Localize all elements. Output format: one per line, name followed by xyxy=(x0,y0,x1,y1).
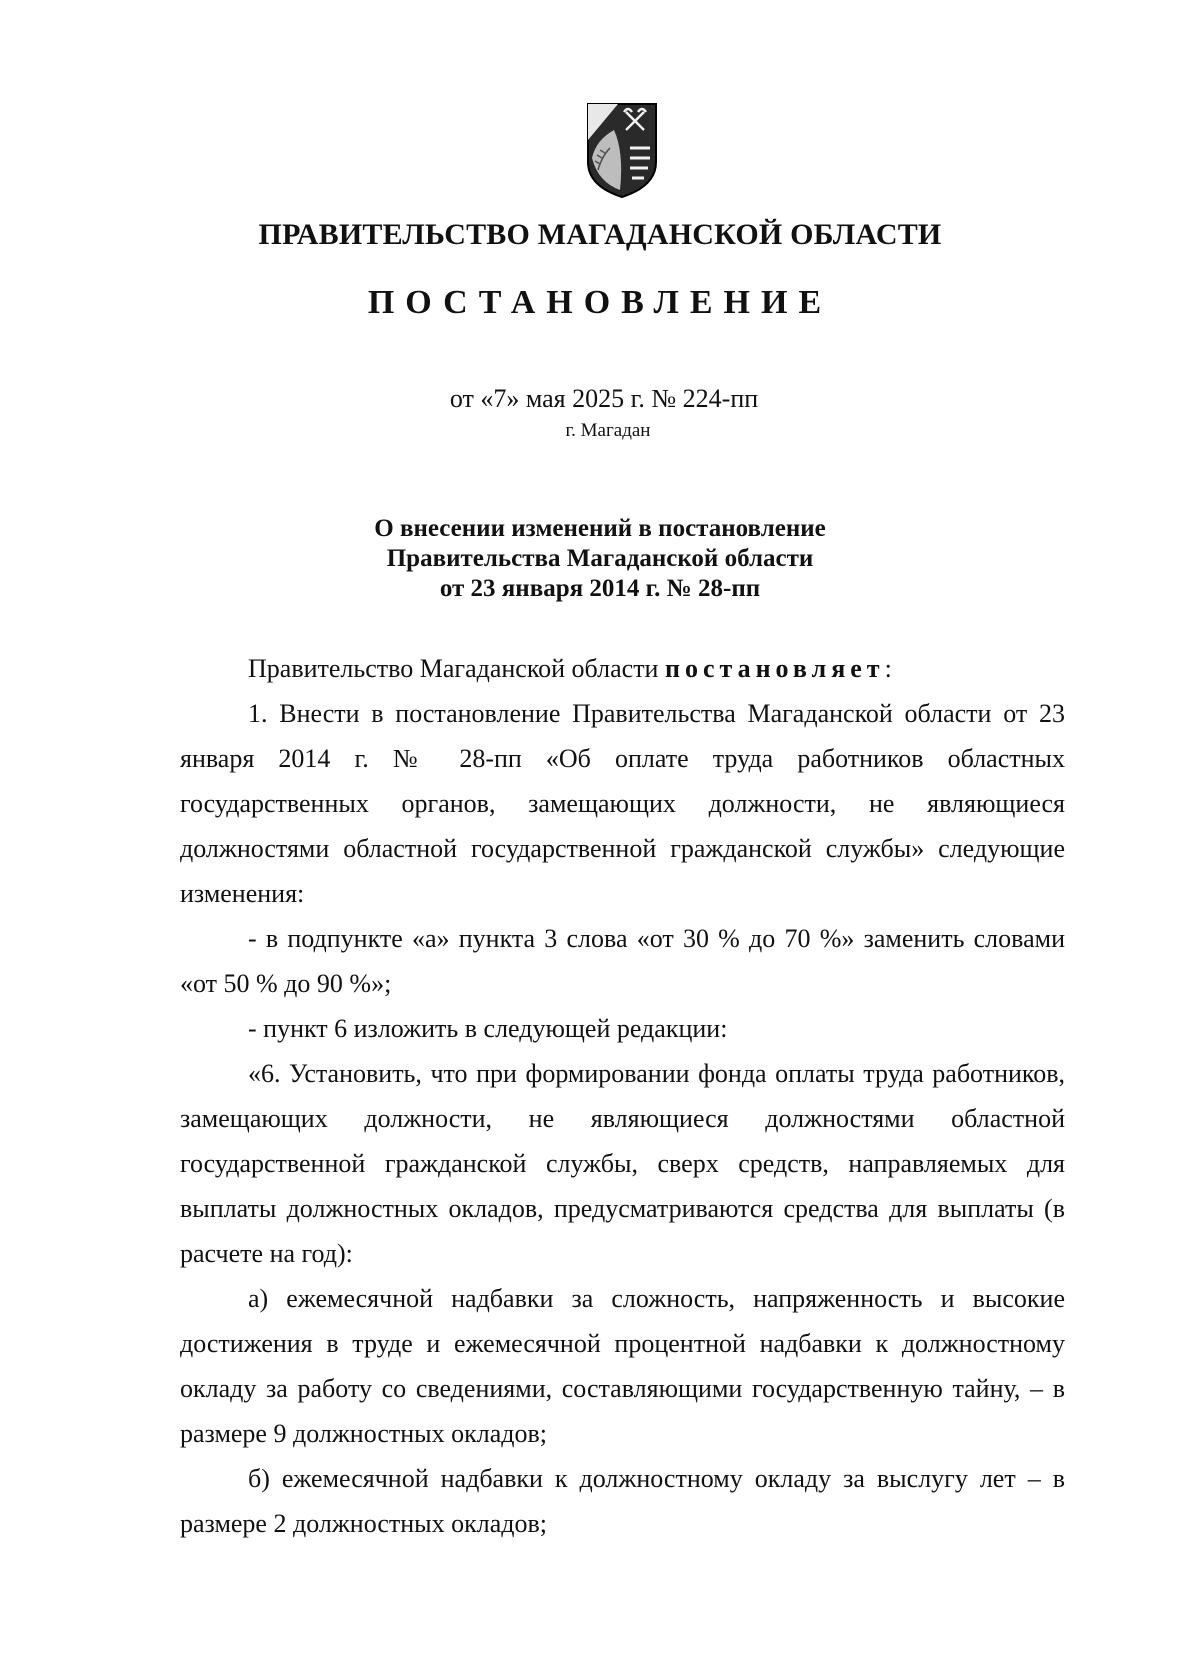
subject-line: О внесении изменений в постановление xyxy=(374,515,826,542)
preamble-text: Правительство Магаданской области xyxy=(248,654,659,683)
magadan-coat-of-arms-icon xyxy=(584,100,660,200)
subpoint-b-paragraph: б) ежемесячной надбавки к должностному окладу за выслугу лет – в размере 2 должностных окладов; xyxy=(180,1464,1065,1538)
item-1-paragraph: 1. Внести в постановление Правительства Магаданской области от 23 января 2014 г. № 28-пп «Об оплате труда работников областных государственных органов, замещающих должности, не являющиеся должностями областной государственной гражданской службы» следующие изменения: xyxy=(180,699,1065,908)
organization-name: ПРАВИТЕЛЬСТВО МАГАДАНСКОЙ ОБЛАСТИ xyxy=(258,218,942,251)
document-subject xyxy=(0,514,1200,604)
subject-line: от 23 января 2014 г. № 28-пп xyxy=(439,575,761,602)
preamble-end: : xyxy=(884,654,892,683)
document-body xyxy=(180,646,1065,1546)
change-b-paragraph: - пункт 6 изложить в следующей редакции: xyxy=(248,1014,728,1043)
document-type-title: ПОСТАНОВЛЕНИЕ xyxy=(367,284,833,321)
subpoint-a-paragraph: а) ежемесячной надбавки за сложность, напряженность и высокие достижения в труде и ежемесячной процентной надбавки к должностному окладу за работу со сведениями, составляющими государственную тайну, – в размере 9 должностных окладов; xyxy=(180,1284,1065,1448)
preamble-keyword: постановляет xyxy=(664,654,885,683)
document-date-number: от «7» мая 2025 г. № 224-пп xyxy=(449,384,759,413)
point-6-paragraph: «6. Установить, что при формировании фонда оплаты труда работников, замещающих должности, не являющиеся должностями областной государственной гражданской службы, сверх средств, направляемых для выплаты должностных окладов, предусматриваются средства для выплаты (в расчете на год): xyxy=(180,1059,1065,1268)
preamble-paragraph xyxy=(180,646,1065,691)
change-a-paragraph: - в подпункте «а» пункта 3 слова «от 30 % до 70 %» заменить словами «от 50 % до 90 %»; xyxy=(180,924,1065,998)
document-city: г. Магадан xyxy=(565,420,651,441)
subject-line: Правительства Магаданской области xyxy=(386,545,814,572)
